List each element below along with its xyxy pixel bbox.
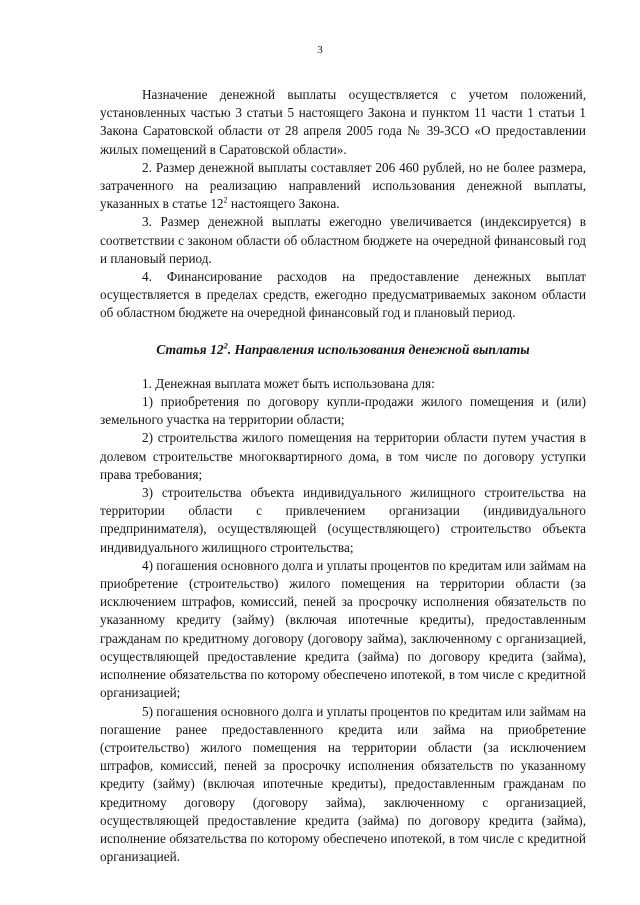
paragraph: 3. Размер денежной выплаты ежегодно увеличивается (индексируется) в соответствии с законом области об областном бюджете на очередной финансовый год и плановый период. — [100, 214, 586, 266]
list-item: 5) погашения основного долга и уплаты процентов по кредитам или займам на погашение ранее предоставленного кредита или займа на приобретение (строительство) жилого помещения на территории области (за исключением штрафов, комиссий, пеней за просрочку исполнения обязательств по указанному кредиту (займу) (включая ипотечные кредиты), предоставленным гражданам по кредитному договору (договору займа), заключенному с организацией, осуществляющей предоставление кредита (займа) по договору кредита (займа), исполнение обязательства по которому обеспечено ипотекой, в том числе с кредитной организацией. — [100, 703, 586, 865]
page-number: 3 — [317, 44, 323, 56]
paragraph: Назначение денежной выплаты осуществляется с учетом положений, установленных частью 3 статьи 5 настоящего Закона и пунктом 11 части 1 статьи 1 Закона Саратовской области от 28 апреля 2005 года № 39-ЗСО «О предоставлении жилых помещений в Саратовской области». — [100, 87, 586, 157]
heading-superscript: 2 — [223, 341, 228, 351]
list-item: 1) приобретения по договору купли-продажи жилого помещения и (или) земельного участка на территории области; — [100, 394, 586, 428]
paragraph: 1. Денежная выплата может быть использована для: — [142, 375, 435, 391]
list-item: 4) погашения основного долга и уплаты процентов по кредитам или займам на приобретение (строительство) жилого помещения на территории области (за исключением штрафов, комиссий, пеней за просрочку исполнения обязательств по указанному кредиту (займу) (включая ипотечные кредиты), предоставленным гражданам по кредитному договору (договору займа), заключенному с организацией, осуществляющей предоставление кредита (займа) по договору кредита (займа), исполнение обязательства по которому обеспечено ипотекой, в том числе с кредитной организацией; — [100, 557, 586, 701]
heading-suffix: . Направления использования денежной выплаты — [227, 341, 530, 357]
paragraph: 4. Финансирование расходов на предоставление денежных выплат осуществляется в пределах средств, ежегодно предусматриваемых законом области об областном бюджете на очередной финансовый год и плановый период. — [100, 269, 586, 321]
heading-prefix: Статья 12 — [156, 341, 224, 357]
paragraph-text: настоящего Закона. — [227, 196, 340, 212]
list-item: 2) строительства жилого помещения на территории области путем участия в долевом строительстве многоквартирного дома, в том числе по договору уступки права требования; — [100, 430, 586, 482]
paragraph-text: 2. Размер денежной выплаты составляет 206 460 рублей, но не более размера, затраченного на реализацию направлений использования денежной выплаты, указанных в статье 12 — [100, 159, 586, 212]
document-body — [100, 86, 586, 866]
article-heading — [100, 341, 586, 359]
superscript: 2 — [223, 195, 228, 205]
list-item: 3) строительства объекта индивидуального жилищного строительства на территории области с привлечением организации (индивидуального предпринимателя), осуществляющей (осуществляющего) строительство объекта индивидуального жилищного строительства; — [100, 485, 586, 555]
paragraph — [100, 159, 586, 214]
